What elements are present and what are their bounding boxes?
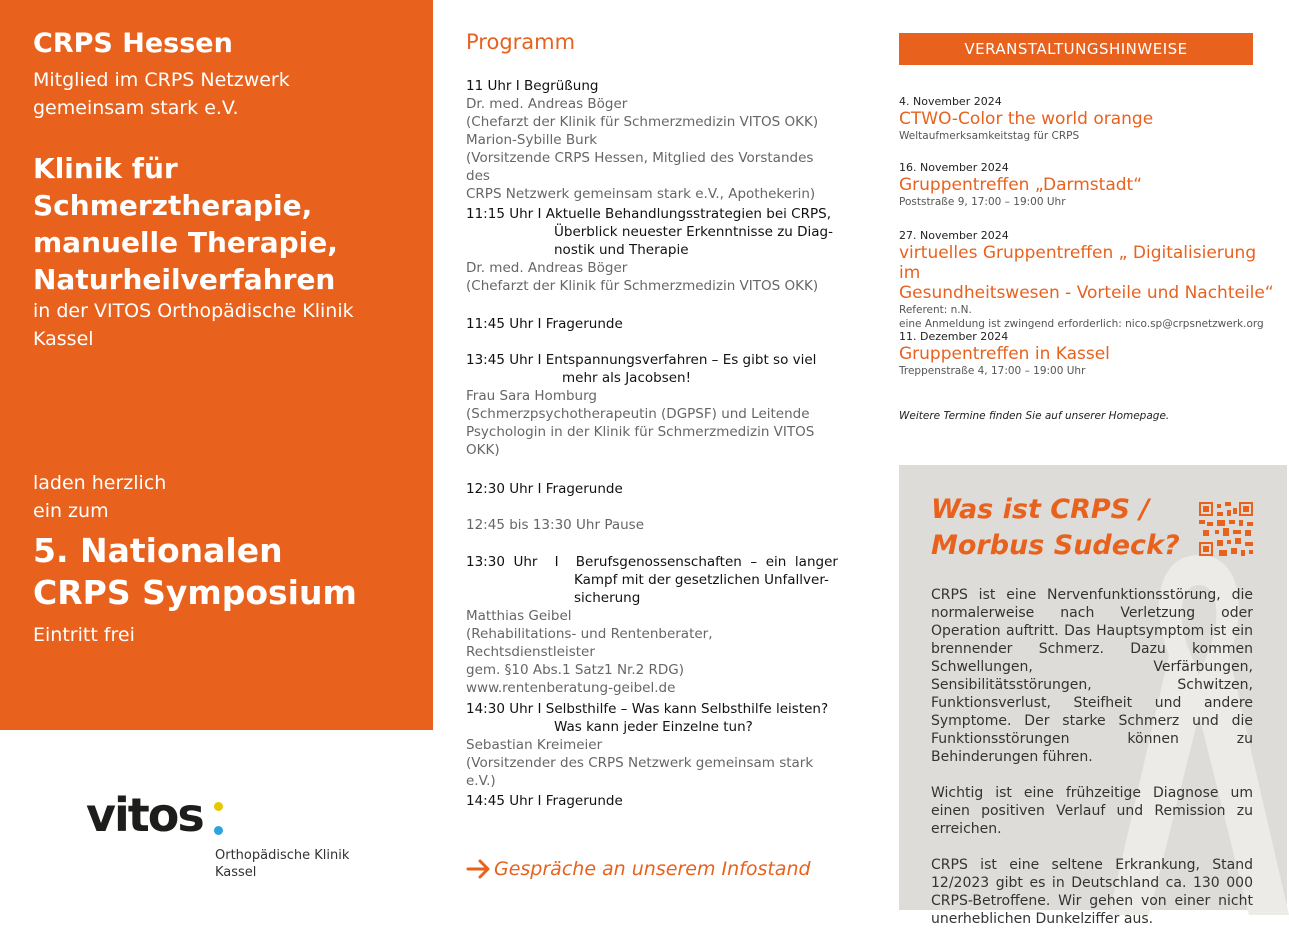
program-item-speaker: CRPS Netzwerk gemeinsam stark e.V., Apothekerin) xyxy=(466,186,816,202)
logo-subtitle-line: Orthopädische Klinik xyxy=(215,848,350,863)
event-detail: eine Anmeldung ist zwingend erforderlich: nico.sp@crpsnetzwerk.org xyxy=(899,318,1264,330)
program-item xyxy=(466,315,838,333)
logo-colon-icon xyxy=(214,802,224,836)
program-item-head-cont: sicherung xyxy=(574,590,641,606)
event-date: 4. November 2024 xyxy=(899,95,1002,108)
org-subtitle xyxy=(33,66,413,122)
crps-paragraph: CRPS ist eine seltene Erkrankung, Stand 12/2023 gibt es in Deutschland ca. 130 000 CRPS-Betroffene. Wir gehen von einer nicht unerheblichen Dunkelziffer aus. xyxy=(931,857,1253,927)
program-item-head-cont: Was kann jeder Einzelne tun? xyxy=(554,719,753,735)
event-date: 11. Dezember 2024 xyxy=(899,330,1009,343)
event-date: 16. November 2024 xyxy=(899,161,1009,174)
program-item-speaker: Marion-Sybille Burk xyxy=(466,132,598,148)
vitos-logo xyxy=(86,788,203,842)
program-item xyxy=(466,553,838,697)
program-item-head-cont: Überblick neuester Erkenntnisse zu Diag- xyxy=(554,224,833,240)
clinic-name-line: Schmerztherapie, xyxy=(33,189,313,222)
program-item-speaker: (Rehabilitations- und Rentenberater, Rechtsdienstleister xyxy=(466,626,713,660)
event-title: Gruppentreffen in Kassel xyxy=(899,344,1110,364)
program-title: Programm xyxy=(466,30,576,54)
program-item xyxy=(466,77,838,203)
program-item-head: 11:45 Uhr I Fragerunde xyxy=(466,316,623,332)
program-item-head: 11:15 Uhr I Aktuelle Behandlungsstrategien bei CRPS, xyxy=(466,206,831,222)
invite-line: laden herzlich xyxy=(33,472,167,494)
event-date: 27. November 2024 xyxy=(899,229,1009,242)
infostand-note xyxy=(466,857,811,882)
event-title-line: CRPS Symposium xyxy=(33,573,357,612)
event-title: Gruppentreffen „Darmstadt“ xyxy=(899,175,1143,195)
program-item-head-cont: nostik und Therapie xyxy=(554,242,689,258)
program-item-head: 12:30 Uhr I Fragerunde xyxy=(466,481,623,497)
program-item xyxy=(466,792,838,810)
vitos-logo-word: vitos xyxy=(86,788,203,842)
program-item-head: 14:45 Uhr I Fragerunde xyxy=(466,793,623,809)
program-item xyxy=(466,516,838,534)
program-item-speaker: gem. §10 Abs.1 Satz1 Nr.2 RDG) xyxy=(466,662,685,678)
program-item-head: 14:30 Uhr I Selbsthilfe – Was kann Selbsthilfe leisten? xyxy=(466,701,829,717)
program-item-speaker: Matthias Geibel xyxy=(466,608,572,624)
event-title: CTWO-Color the world orange xyxy=(899,109,1154,129)
clinic-location xyxy=(33,297,423,353)
invite-line: ein zum xyxy=(33,500,109,522)
clinic-name-line: Klinik für xyxy=(33,152,178,185)
org-subtitle-line: gemeinsam stark e.V. xyxy=(33,97,239,119)
org-subtitle-line: Mitglied im CRPS Netzwerk xyxy=(33,69,290,91)
event-title-line: 5. Nationalen xyxy=(33,531,283,570)
program-item xyxy=(466,205,838,295)
left-panel xyxy=(0,0,433,910)
program-item-speaker: (Chefarzt der Klinik für Schmerzmedizin VITOS OKK) xyxy=(466,114,819,130)
program-item xyxy=(466,700,838,790)
event-detail: Treppenstraße 4, 17:00 – 19:00 Uhr xyxy=(899,365,1086,377)
right-column xyxy=(899,0,1287,927)
logo-subtitle-line: Kassel xyxy=(215,865,257,880)
program-item-speaker: Frau Sara Homburg xyxy=(466,388,597,404)
event-detail: Poststraße 9, 17:00 – 19:00 Uhr xyxy=(899,196,1066,208)
qr-code-icon[interactable] xyxy=(1199,502,1253,556)
event-title: virtuelles Gruppentreffen „ Digitalisierung im xyxy=(899,243,1257,283)
crps-info-panel xyxy=(899,465,1287,927)
event-title xyxy=(33,530,357,614)
program-item-speaker: Psychologin in der Klinik für Schmerzmedizin VITOS xyxy=(466,424,815,440)
program-item-speaker: Dr. med. Andreas Böger xyxy=(466,96,628,112)
program-item-speaker: (Schmerzpsychotherapeutin (DGPSF) und Leitende xyxy=(466,406,810,422)
invite-text xyxy=(33,469,166,525)
event-detail: Referent: n.N. xyxy=(899,304,972,316)
crps-paragraph: CRPS ist eine Nervenfunktionsstörung, die normalerweise nach Verletzung oder Operation auftritt. Das Hauptsymptom ist ein brennender Schmerz. Dazu kommen Schwellungen, Verfärbungen, Sensibilitätsstörungen, Schwitzen, Funktionsverlust, Steifheit und andere Symptome. Der starke Schmerz und die Funktionsstörungen können zu Behinderungen führen. xyxy=(931,587,1253,765)
program-item-head-cont: Kampf mit der gesetzlichen Unfallver- xyxy=(574,572,829,588)
program-item-speaker: OKK) xyxy=(466,442,500,458)
program-item-head: 13:30 Uhr I Berufsgenossenschaften – ein langer xyxy=(466,554,838,570)
infostand-text: Gespräche an unserem Infostand xyxy=(494,858,811,880)
logo-dot-blue xyxy=(214,826,223,835)
event-item xyxy=(899,161,1279,209)
clinic-location-line: Kassel xyxy=(33,328,94,350)
program-item-speaker: (Chefarzt der Klinik für Schmerzmedizin VITOS OKK) xyxy=(466,278,819,294)
event-item xyxy=(899,330,1279,378)
program-item-speaker: Sebastian Kreimeier xyxy=(466,737,603,753)
admission-note: Eintritt frei xyxy=(33,624,135,646)
arrow-right-icon xyxy=(466,857,494,882)
program-item-head: 13:45 Uhr I Entspannungsverfahren – Es gibt so viel xyxy=(466,352,817,368)
program-break: 12:45 bis 13:30 Uhr Pause xyxy=(466,517,645,533)
program-item-speaker: www.rentenberatung-geibel.de xyxy=(466,680,676,696)
clinic-name-line: Naturheilverfahren xyxy=(33,263,336,296)
program-item-speaker: (Vorsitzender des CRPS Netzwerk gemeinsam stark e.V.) xyxy=(466,755,814,789)
crps-description xyxy=(931,586,1253,946)
program-item-speaker: Dr. med. Andreas Böger xyxy=(466,260,628,276)
clinic-location-line: in der VITOS Orthopädische Klinik xyxy=(33,300,354,322)
event-item xyxy=(899,95,1279,143)
more-dates-note: Weitere Termine finden Sie auf unserer Homepage. xyxy=(899,410,1170,422)
program-item-head: 11 Uhr I Begrüßung xyxy=(466,78,599,94)
events-header: VERANSTALTUNGSHINWEISE xyxy=(899,33,1253,65)
program-item-speaker: (Vorsitzende CRPS Hessen, Mitglied des Vorstandes des xyxy=(466,150,814,184)
program-item xyxy=(466,351,838,459)
clinic-name xyxy=(33,150,423,298)
vitos-logo-subtitle xyxy=(215,847,349,881)
crps-paragraph: Wichtig ist eine frühzeitige Diagnose um einen positiven Verlauf und Remission zu erreichen. xyxy=(931,785,1253,837)
logo-dot-yellow xyxy=(214,802,223,811)
event-item xyxy=(899,229,1279,331)
event-title: Gesundheitswesen - Vorteile und Nachteile“ xyxy=(899,283,1274,303)
program-item xyxy=(466,480,838,498)
clinic-name-line: manuelle Therapie, xyxy=(33,226,338,259)
event-detail: Weltaufmerksamkeitstag für CRPS xyxy=(899,130,1080,142)
org-title: CRPS Hessen xyxy=(33,28,233,59)
crps-title xyxy=(931,492,1180,564)
crps-title-line: Was ist CRPS / xyxy=(931,494,1150,525)
hero-block xyxy=(0,0,433,730)
program-item-head-cont: mehr als Jacobsen! xyxy=(562,370,692,386)
program-column xyxy=(466,0,838,910)
crps-title-line: Morbus Sudeck? xyxy=(931,530,1180,561)
